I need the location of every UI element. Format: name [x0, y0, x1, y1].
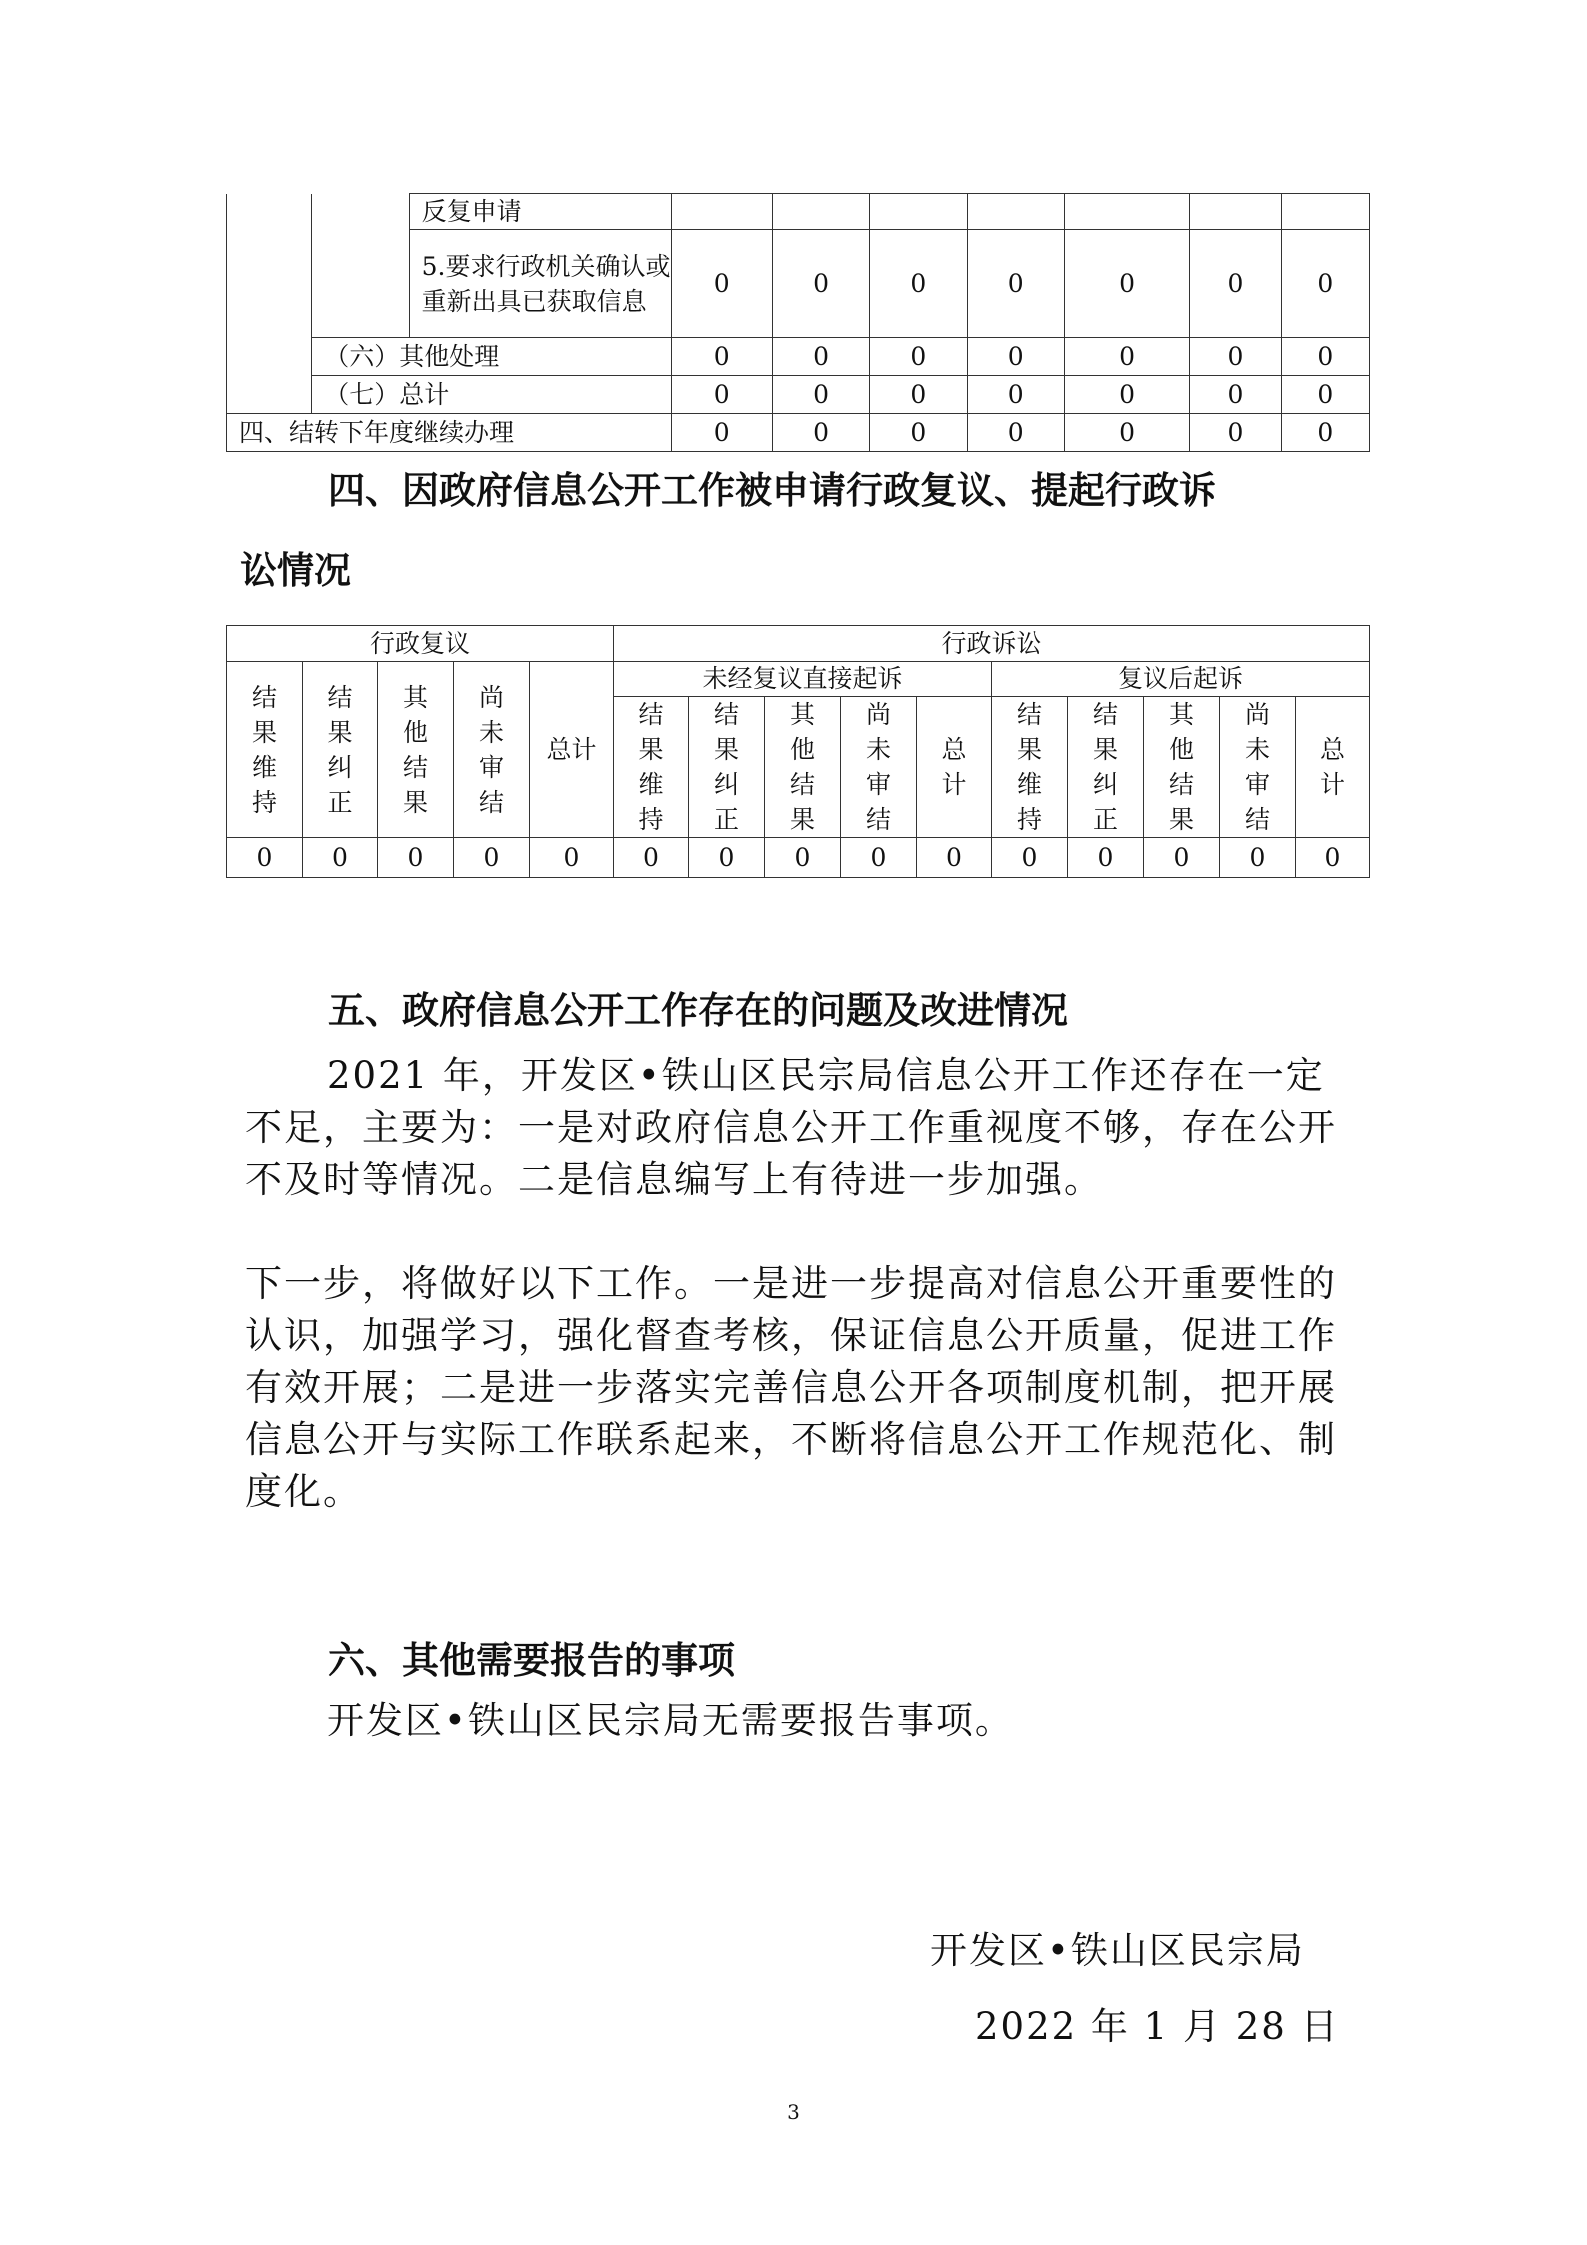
section6-paragraph: 开发区•铁山区民宗局无需要报告事项。	[327, 1699, 1014, 1742]
section6-heading: 六、其他需要报告的事项	[328, 1639, 735, 1682]
table-cell: 0	[967, 338, 1064, 376]
table-cell: 0	[841, 838, 917, 878]
table-cell: 0	[1281, 376, 1369, 414]
table-cell: 0	[227, 838, 303, 878]
col-total: 总计	[530, 662, 614, 838]
table-cell: 0	[1296, 838, 1370, 878]
section5-paragraph2: 下一步，将做好以下工作。一是进一步提高对信息公开重要性的认识，加强学习，强化督查考核，保证信息公开质量，促进工作有效开展；二是进一步落实完善信息公开各项制度机制，把开展信息公开与实际工作联系起来，不断将信息公开工作规范化、制度化。	[245, 1262, 1337, 1513]
row-label-confirm-info: 5.要求行政机关确认或重新出具已获取信息	[409, 230, 671, 338]
table-cell: 0	[967, 414, 1064, 452]
table-cell: 0	[1190, 376, 1281, 414]
section5-heading: 五、政府信息公开工作存在的问题及改进情况	[328, 989, 1068, 1032]
table-cell: 0	[967, 376, 1064, 414]
col-total: 总计	[1296, 697, 1370, 838]
table-cell: 0	[530, 838, 614, 878]
table-cell: 0	[671, 230, 772, 338]
section4-heading-line2: 讼情况	[240, 549, 351, 592]
col-total: 总计	[917, 697, 992, 838]
col-corrected: 结果纠正	[689, 697, 765, 838]
row-label-total: （七）总计	[312, 376, 671, 414]
table-cell: 0	[303, 838, 378, 878]
row-label-other-handling: （六）其他处理	[312, 338, 671, 376]
table-cell: 0	[1220, 838, 1296, 878]
admin-review-header: 行政复议	[227, 626, 614, 662]
col-pending: 尚未审结	[1220, 697, 1296, 838]
table-cell: 0	[454, 838, 530, 878]
col-pending: 尚未审结	[841, 697, 917, 838]
table-cell: 0	[1190, 230, 1281, 338]
direct-suit-header: 未经复议直接起诉	[614, 662, 992, 697]
col-corrected: 结果纠正	[303, 662, 378, 838]
after-review-suit-header: 复议后起诉	[992, 662, 1370, 697]
section5-paragraph1: 2021 年，开发区•铁山区民宗局信息公开工作还存在一定不足，主要为：一是对政府信息公开工作重视度不够，存在公开不及时等情况。二是信息编写上有待进一步加强。	[245, 1054, 1337, 1201]
table-cell: 0	[1064, 338, 1189, 376]
table-cell: 0	[772, 376, 869, 414]
table-cell: 0	[870, 376, 967, 414]
col-other: 其他结果	[765, 697, 841, 838]
table-cell: 0	[1064, 376, 1189, 414]
col-corrected: 结果纠正	[1068, 697, 1144, 838]
table-cell: 0	[689, 838, 765, 878]
row-label-repeat: 反复申请	[409, 194, 671, 230]
col-maintained: 结果维持	[614, 697, 689, 838]
admin-litigation-header: 行政诉讼	[614, 626, 1370, 662]
table-cell: 0	[870, 338, 967, 376]
table-cell: 0	[1190, 414, 1281, 452]
table-cell: 0	[378, 838, 454, 878]
signature-date: 2022 年 1 月 28 日	[975, 2005, 1340, 2048]
table-cell: 0	[1281, 230, 1369, 338]
table-cell: 0	[1144, 838, 1220, 878]
col-maintained: 结果维持	[227, 662, 303, 838]
table-cell: 0	[671, 338, 772, 376]
table-cell: 0	[917, 838, 992, 878]
disposal-table	[226, 193, 1370, 452]
table-cell: 0	[870, 230, 967, 338]
table-cell: 0	[992, 838, 1068, 878]
table-cell: 0	[772, 414, 869, 452]
col-maintained: 结果维持	[992, 697, 1068, 838]
page-number: 3	[787, 2100, 800, 2124]
table-cell: 0	[765, 838, 841, 878]
table-cell: 0	[1190, 338, 1281, 376]
table-cell: 0	[1281, 338, 1369, 376]
table-cell: 0	[1064, 230, 1189, 338]
table-cell: 0	[1068, 838, 1144, 878]
col-other: 其他结果	[378, 662, 454, 838]
table-cell: 0	[967, 230, 1064, 338]
table-cell: 0	[870, 414, 967, 452]
table-cell: 0	[772, 230, 869, 338]
review-litigation-table	[226, 625, 1370, 878]
table-cell: 0	[1281, 414, 1369, 452]
col-pending: 尚未审结	[454, 662, 530, 838]
table-cell: 0	[671, 414, 772, 452]
col-other: 其他结果	[1144, 697, 1220, 838]
table-cell: 0	[671, 376, 772, 414]
table-cell: 0	[614, 838, 689, 878]
row-label-carry-over: 四、结转下年度继续办理	[227, 414, 672, 452]
table-cell: 0	[772, 338, 869, 376]
signature-org: 开发区•铁山区民宗局	[930, 1929, 1305, 1972]
table-cell: 0	[1064, 414, 1189, 452]
section4-heading-line1: 四、因政府信息公开工作被申请行政复议、提起行政诉	[328, 469, 1216, 512]
